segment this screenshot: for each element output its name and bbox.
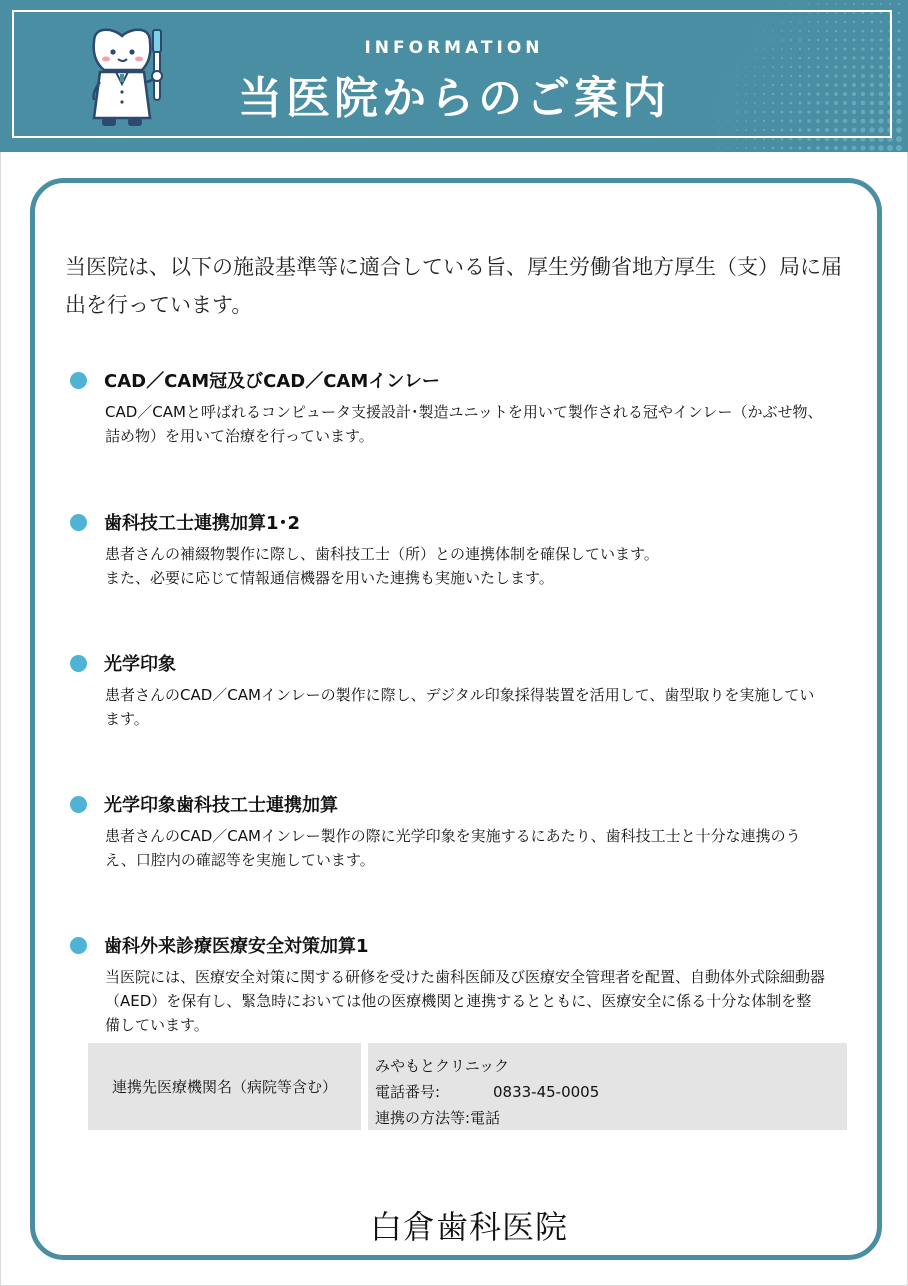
halftone-dot [860,145,865,150]
section-body: CAD／CAMと呼ばれるコンピュータ支援設計･製造ユニットを用いて製作される冠やインレー（かぶせ物、詰め物）を用いて治療を行っています。 [105,403,823,445]
halftone-dot [719,148,720,149]
halftone-dot [898,12,900,14]
table-label-cell: 連携先医療機関名（病院等含む） [88,1043,361,1130]
section-title: 歯科外来診療医療安全対策加算1 [104,936,369,957]
halftone-dot [799,3,800,4]
halftone-dot [791,4,792,5]
halftone-dot [896,136,902,142]
clinic-name: 白倉歯科医院 [369,1208,568,1246]
halftone-dot [862,3,864,5]
section-title: CAD／CAM冠及びCAD／CAMインレー [104,371,440,392]
halftone-dot [869,145,874,150]
halftone-dot [817,3,818,4]
halftone-dot [835,3,837,5]
section-body [105,542,825,590]
halftone-dot [887,145,893,151]
halftone-dot [727,147,728,148]
halftone-dot [880,3,882,5]
partner-name: みやもとクリニック [375,1057,510,1075]
halftone-dot [898,30,901,33]
halftone-dot [781,147,784,150]
halftone-dot [745,138,747,140]
section-body-line: また、必要に応じて情報通信機器を用いた連携も実施いたします。 [105,569,554,587]
intro-text: 当医院は、以下の施設基準等に適合している旨、厚生労働省地方厚生（支）局に届出を行っています。 [65,255,842,317]
bullet-dot-icon [70,372,87,389]
halftone-dot [871,3,873,5]
halftone-dot [896,145,902,151]
halftone-dot [772,138,775,141]
halftone-dot [807,146,811,150]
header-banner [0,0,908,152]
halftone-dot [772,147,775,150]
halftone-dot [898,3,900,5]
halftone-dot [745,147,747,149]
section-optical-technician [70,790,830,872]
halftone-dot [719,139,720,140]
section-title: 歯科技工士連携加算1･2 [104,513,301,534]
bullet-dot-icon [70,937,87,954]
partner-institution-table [88,1043,847,1130]
halftone-dot [789,146,792,149]
halftone-dot [754,138,756,140]
halftone-dot [782,4,783,5]
method-value: 電話 [470,1109,501,1127]
halftone-dot [736,147,738,149]
halftone-dot [727,138,728,139]
phone-label: 電話番号: [375,1083,441,1101]
halftone-dot [853,3,855,5]
halftone-dot [844,3,846,5]
bullet-dot-icon [70,796,87,813]
section-technician-cooperation [70,508,830,590]
table-value-cell [368,1043,847,1130]
halftone-dot [754,147,756,149]
bullet-dot-icon [70,514,87,531]
section-title: 光学印象歯科技工士連携加算 [104,795,338,816]
halftone-dot [808,3,809,4]
halftone-dot [763,147,765,149]
bullet-dot-icon [70,655,87,672]
section-safety-measures [70,931,830,1037]
halftone-dot [816,146,820,150]
halftone-dot [898,21,901,24]
section-body-line: 患者さんの補綴物製作に際し、歯科技工士（所）との連携体制を確保しています。 [105,545,659,563]
halftone-dot [763,138,765,140]
page-title: 当医院からのご案内 [238,73,670,124]
section-body: 当医院には、医療安全対策に関する研修を受けた歯科医師及び医療安全管理者を配置、自動体外式除細動器（AED）を保有し、緊急時においては他の医療機関と連携するとともに、医療安全に係る十分な体制を整備しています。 [105,968,826,1034]
halftone-dot [852,146,857,151]
halftone-dot [896,127,902,133]
section-cad-cam [70,366,830,448]
halftone-dot [736,138,738,140]
section-body: 患者さんのCAD／CAMインレー製作の際に光学印象を実施するにあたり、歯科技工士と十分な連携のうえ、口腔内の確認等を実施しています。 [105,827,801,869]
header-subtitle: INFORMATION [364,38,544,58]
phone-number: 0833-45-0005 [493,1083,600,1101]
section-title: 光学印象 [104,654,176,675]
halftone-dot [826,3,828,5]
section-optical-impression [70,649,830,731]
halftone-dot [889,3,891,5]
method-label: 連携の方法等: [375,1109,471,1127]
halftone-dot [878,145,884,151]
section-body: 患者さんのCAD／CAMインレーの製作に際し、デジタル印象採得装置を活用して、歯型取りを実施しています。 [105,686,815,728]
halftone-dot [825,146,829,150]
halftone-dot [781,138,784,141]
halftone-dot [834,146,838,150]
halftone-dot [798,146,801,149]
halftone-dot [843,146,848,151]
